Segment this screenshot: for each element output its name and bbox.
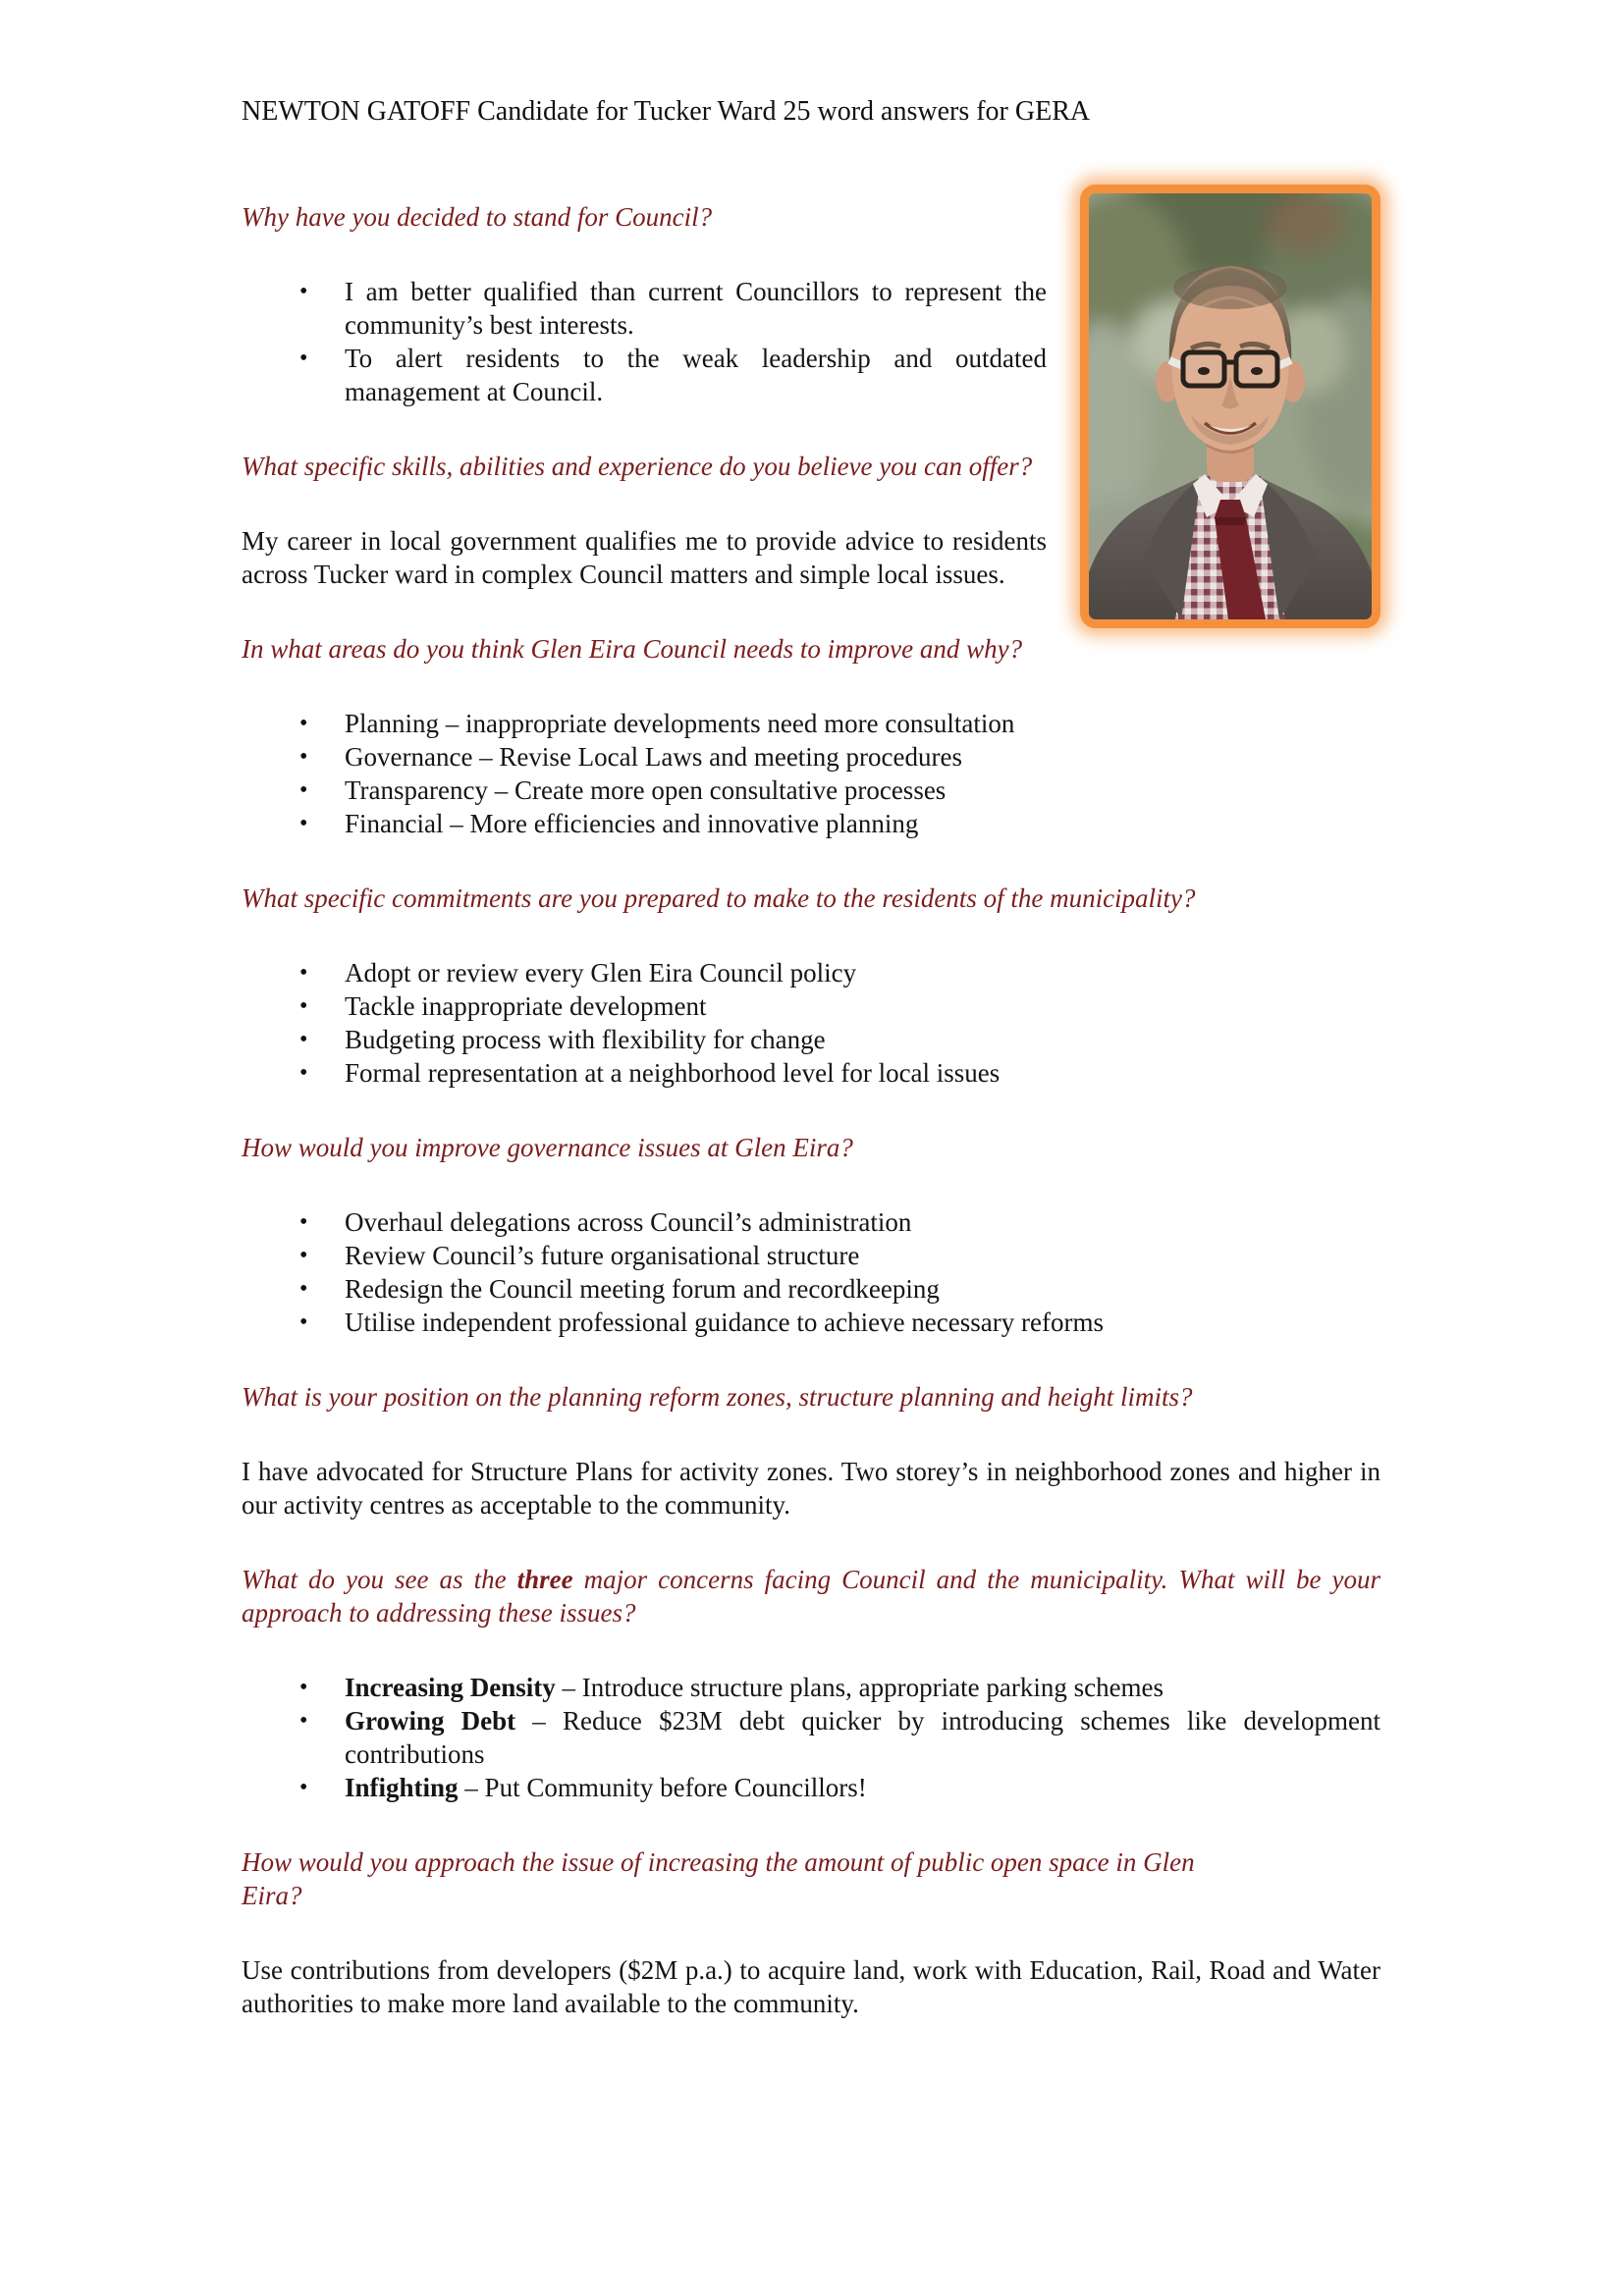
- answer-2: My career in local government qualifies me to provide advice to residents across Tucker ward in complex Council matters and simple local issues.: [242, 526, 1047, 589]
- list-item: • Adopt or review every Glen Eira Council policy: [345, 956, 1380, 989]
- answer-4-list: [242, 956, 1380, 1090]
- answer-6: I have advocated for Structure Plans for activity zones. Two storey’s in neighborhood zones and higher in our activity centres as acceptable to the community.: [242, 1457, 1380, 1520]
- list-item: • Governance – Revise Local Laws and meeting procedures: [345, 740, 1380, 774]
- question-3: In what areas do you think Glen Eira Council needs to improve and why?: [242, 634, 1023, 664]
- list-item: • Formal representation at a neighborhood level for local issues: [345, 1056, 1380, 1090]
- list-item: • Review Council’s future organisational structure: [345, 1239, 1380, 1272]
- list-item: • Redesign the Council meeting forum and recordkeeping: [345, 1272, 1380, 1306]
- bullet-text: – Introduce structure plans, appropriate parking schemes: [555, 1673, 1164, 1702]
- answer-1-list: [242, 275, 1380, 408]
- bullet-lead: Increasing Density: [345, 1673, 556, 1702]
- bullet-text: – Put Community before Councillors!: [458, 1773, 867, 1802]
- question-8: [242, 1845, 1380, 1912]
- question-7-emphasis: three: [516, 1565, 573, 1594]
- question-4: What specific commitments are you prepared to make to the residents of the municipality?: [242, 883, 1196, 913]
- list-item: • Tackle inappropriate development: [345, 989, 1380, 1023]
- question-7-pre: What do you see as the: [242, 1565, 517, 1594]
- bullet-lead: Growing Debt: [345, 1706, 516, 1735]
- answer-7-list: [242, 1671, 1380, 1804]
- list-item: [345, 1771, 1380, 1804]
- list-item: • Utilise independent professional guidance to achieve necessary reforms: [345, 1306, 1380, 1339]
- page-title: NEWTON GATOFF Candidate for Tucker Ward 25 word answers for GERA: [242, 96, 1091, 127]
- document-content: [242, 94, 1380, 2020]
- list-item: [345, 1704, 1380, 1771]
- answer-5-list: [242, 1205, 1380, 1339]
- list-item: • To alert residents to the weak leadership and outdated management at Council.: [345, 342, 1380, 408]
- answer-8: Use contributions from developers ($2M p.a.) to acquire land, work with Education, Rail, Road and Water authorities to make more land available to the community.: [242, 1955, 1380, 2018]
- list-item: [345, 1671, 1380, 1704]
- list-item: • Budgeting process with flexibility for change: [345, 1023, 1380, 1056]
- question-1: Why have you decided to stand for Council?: [242, 202, 713, 232]
- bullet-text: – Reduce $23M debt quicker by introducing schemes like development contributions: [345, 1706, 1380, 1769]
- list-item: • I am better qualified than current Councillors to represent the community’s best interests.: [345, 275, 1380, 342]
- question-8-line-2: Eira?: [242, 1881, 302, 1910]
- question-2: What specific skills, abilities and experience do you believe you can offer?: [242, 452, 1033, 481]
- list-item: • Overhaul delegations across Council’s administration: [345, 1205, 1380, 1239]
- answer-3-list: [242, 707, 1380, 840]
- list-item: • Transparency – Create more open consultative processes: [345, 774, 1380, 807]
- list-item: • Financial – More efficiencies and innovative planning: [345, 807, 1380, 840]
- question-5: How would you improve governance issues at Glen Eira?: [242, 1133, 853, 1162]
- bullet-lead: Infighting: [345, 1773, 459, 1802]
- question-7: [242, 1563, 1380, 1629]
- question-6: What is your position on the planning reform zones, structure planning and height limits?: [242, 1382, 1193, 1412]
- question-7-post: major concerns facing Council and the municipality. What will be your approach to addressing these issues?: [242, 1565, 1381, 1628]
- list-item: • Planning – inappropriate developments need more consultation: [345, 707, 1380, 740]
- question-8-line-1: How would you approach the issue of increasing the amount of public open space in Glen: [242, 1847, 1195, 1877]
